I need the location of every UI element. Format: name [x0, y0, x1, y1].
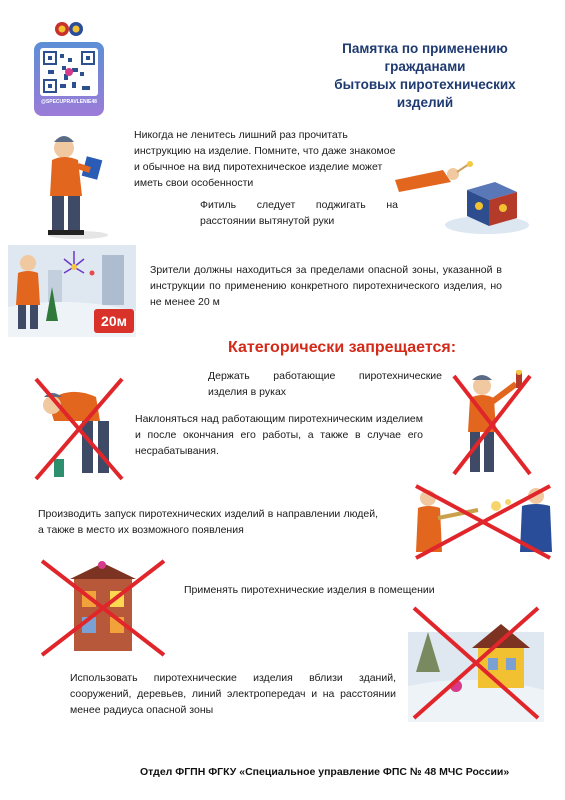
- page-title: [300, 40, 550, 112]
- text-forbid-indoor: Применять пиротехнические изделия в помещении: [184, 584, 435, 596]
- forbidden-heading: Категорически запрещается:: [228, 339, 457, 356]
- text-fuse: Фитиль следует поджигать на расстоянии вытянутой руки: [200, 199, 398, 227]
- qr-tag: @SPECUPRAVLENIE48: [41, 99, 97, 105]
- arm-lighting-fuse-illustration: [395, 160, 535, 235]
- man-reading-illustration: [38, 130, 118, 240]
- text-forbid-near-buildings: Использовать пиротехнические изделия вблизи зданий, сооружений, деревьев, линий электропередач и на расстоянии менее радиуса опасной зоны: [70, 672, 396, 716]
- title-line: гражданами: [384, 59, 466, 74]
- text-forbid-holding: Держать работающие пиротехнические изделия в руках: [208, 370, 442, 398]
- near-buildings-illustration: [408, 602, 544, 722]
- distance-badge: 20м: [101, 313, 127, 329]
- text-forbid-bending: Наклоняться над работающим пиротехническим изделием и после окончания его работы, а также в случае его несрабатывания.: [135, 413, 423, 457]
- emblem-icon: [54, 16, 84, 42]
- man-bending-illustration: [30, 375, 128, 485]
- indoor-fire-illustration: [36, 557, 170, 657]
- spectators-illustration: [8, 245, 136, 337]
- text-read-instructions: Никогда не ленитесь лишний раз прочитать инструкцию на изделие. Помните, что даже знакомое и обычное на вид пиротехническое изделие может иметь свои особенности: [134, 129, 396, 189]
- title-line: бытовых пиротехнических: [334, 77, 516, 92]
- title-line: изделий: [396, 95, 454, 110]
- title-line: Памятка по применению: [342, 41, 508, 56]
- man-holding-firework-illustration: [446, 370, 536, 480]
- qr-code-card[interactable]: [34, 42, 104, 116]
- footer-department: Отдел ФГПН ФГКУ «Специальное управление ФПС № 48 МЧС России»: [140, 766, 510, 778]
- qr-code-icon: [40, 48, 98, 96]
- aiming-at-people-illustration: [408, 482, 558, 562]
- text-forbid-aiming: Производить запуск пиротехнических изделий в направлении людей, а также в место их возможного появления: [38, 508, 378, 536]
- text-spectators: Зрители должны находиться за пределами опасной зоны, указанной в инструкции по применению конкретного пиротехнического изделия, но не менее 20 м: [150, 264, 502, 308]
